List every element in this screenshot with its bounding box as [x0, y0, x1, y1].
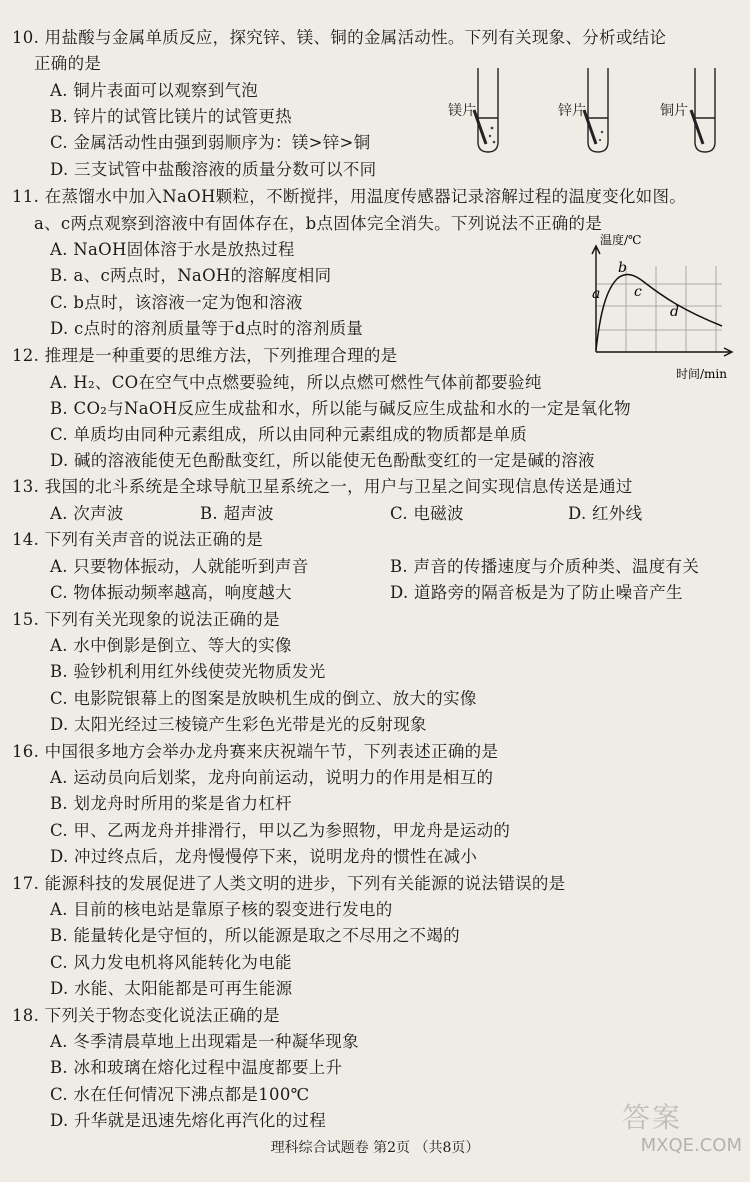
q14-option-b: B. 声音的传播速度与介质种类、温度有关 [390, 557, 700, 576]
q10-option-c: C. 金属活动性由强到弱顺序为：镁>锌>铜 [50, 133, 371, 152]
q15-option-d: D. 太阳光经过三棱镜产生彩色光带是光的反射现象 [50, 715, 427, 734]
q12-option-d: D. 碱的溶液能使无色酚酞变红，所以能使无色酚酞变红的一定是碱的溶液 [50, 451, 595, 470]
point-label-b: b [618, 260, 627, 276]
q17-option-b: B. 能量转化是守恒的，所以能源是取之不尽用之不竭的 [50, 926, 460, 945]
q15-stem: 15. 下列有关光现象的说法正确的是 [12, 610, 280, 629]
q13-option-c: C. 电磁波 [390, 504, 464, 523]
q16-option-d: D. 冲过终点后，龙舟慢慢停下来，说明龙舟的惯性在减小 [50, 847, 478, 866]
q16-option-c: C. 甲、乙两龙舟并排滑行，甲以乙为参照物，甲龙舟是运动的 [50, 821, 511, 840]
chart-axes [592, 246, 732, 356]
q16-stem: 16. 中国很多地方会举办龙舟赛来庆祝端午节，下列表述正确的是 [12, 742, 499, 761]
temperature-chart-svg [572, 234, 746, 386]
q11-option-b: B. a、c两点时，NaOH的溶解度相同 [50, 266, 332, 285]
q11-option-c: C. b点时，该溶液一定为饱和溶液 [50, 293, 303, 312]
q10-option-a: A. 铜片表面可以观察到气泡 [50, 81, 259, 100]
q18-stem: 18. 下列关于物态变化说法正确的是 [12, 1006, 280, 1025]
tube-label-cu: 铜片 [660, 103, 688, 119]
q17-stem: 17. 能源科技的发展促进了人类文明的进步，下列有关能源的说法错误的是 [12, 874, 566, 893]
point-label-a: a [592, 286, 601, 302]
test-tubes-figure [448, 66, 738, 158]
watermark-mark: 答案 [622, 1101, 683, 1134]
watermark-logo [622, 1096, 742, 1156]
watermark-text: MXQE.COM [640, 1135, 742, 1156]
q16-option-a: A. 运动员向后划桨，龙舟向前运动，说明力的作用是相互的 [50, 768, 494, 787]
chart-xlabel: 时间/min [676, 367, 727, 381]
q11-option-a: A. NaOH固体溶于水是放热过程 [50, 240, 295, 259]
q13-stem: 13. 我国的北斗系统是全球导航卫星系统之一，用户与卫星之间实现信息传送是通过 [12, 477, 633, 496]
temperature-curve [596, 275, 722, 350]
chart-grid [596, 266, 722, 352]
q16-option-b: B. 划龙舟时所用的桨是省力杠杆 [50, 794, 292, 813]
q11-stem-line2: a、c两点观察到溶液中有固体存在，b点固体完全消失。下列说法不正确的是 [34, 214, 603, 233]
q13-option-b: B. 超声波 [200, 504, 274, 523]
q18-option-b: B. 冰和玻璃在熔化过程中温度都要上升 [50, 1058, 343, 1077]
q14-option-a: A. 只要物体振动，人就能听到声音 [50, 557, 309, 576]
q10-stem-line1: 10. 用盐酸与金属单质反应，探究锌、镁、铜的金属活动性。下列有关现象、分析或结论 [12, 28, 667, 47]
q18-option-a: A. 冬季清晨草地上出现霜是一种凝华现象 [50, 1032, 359, 1051]
temperature-chart [572, 234, 746, 386]
q17-option-c: C. 风力发电机将风能转化为电能 [50, 953, 292, 972]
q11-stem-line1: 11. 在蒸馏水中加入NaOH颗粒，不断搅拌，用温度传感器记录溶解过程的温度变化如图。 [12, 187, 687, 206]
chart-ylabel: 温度/℃ [600, 234, 642, 247]
q18-option-c: C. 水在任何情况下沸点都是100℃ [50, 1085, 310, 1104]
point-label-c: c [634, 284, 642, 300]
q10-option-d: D. 三支试管中盐酸溶液的质量分数可以不同 [50, 160, 377, 179]
q14-stem: 14. 下列有关声音的说法正确的是 [12, 530, 264, 549]
page-footer: 理科综合试题卷 第2页 （共8页） [270, 1140, 480, 1156]
tube-label-zn: 锌片 [558, 103, 586, 119]
q14-option-d: D. 道路旁的隔音板是为了防止噪音产生 [390, 583, 683, 602]
q18-option-d: D. 升华就是迅速先熔化再汽化的过程 [50, 1111, 327, 1130]
q14-option-c: C. 物体振动频率越高，响度越大 [50, 583, 292, 602]
q12-option-a: A. H₂、CO在空气中点燃要验纯，所以点燃可燃性气体前都要验纯 [50, 373, 542, 392]
q12-option-c: C. 单质均由同种元素组成，所以由同种元素组成的物质都是单质 [50, 425, 528, 444]
q12-stem: 12. 推理是一种重要的思维方法，下列推理合理的是 [12, 346, 398, 365]
q13-option-d: D. 红外线 [568, 504, 643, 523]
q17-option-d: D. 水能、太阳能都是可再生能源 [50, 979, 293, 998]
q17-option-a: A. 目前的核电站是靠原子核的裂变进行发电的 [50, 900, 393, 919]
q11-option-d: D. c点时的溶剂质量等于d点时的溶剂质量 [50, 319, 364, 338]
q10-stem-line2: 正确的是 [34, 54, 102, 73]
point-label-d: d [670, 304, 679, 320]
q15-option-a: A. 水中倒影是倒立、等大的实像 [50, 636, 292, 655]
test-tubes-drawing [448, 66, 738, 158]
q10-option-b: B. 锌片的试管比镁片的试管更热 [50, 107, 292, 126]
q15-option-c: C. 电影院银幕上的图案是放映机生成的倒立、放大的实像 [50, 689, 477, 708]
tube-label-mg: 镁片 [448, 103, 476, 119]
q13-option-a: A. 次声波 [50, 504, 124, 523]
q12-option-b: B. CO₂与NaOH反应生成盐和水，所以能与碱反应生成盐和水的一定是氧化物 [50, 399, 631, 418]
q15-option-b: B. 验钞机利用红外线使荧光物质发光 [50, 662, 326, 681]
